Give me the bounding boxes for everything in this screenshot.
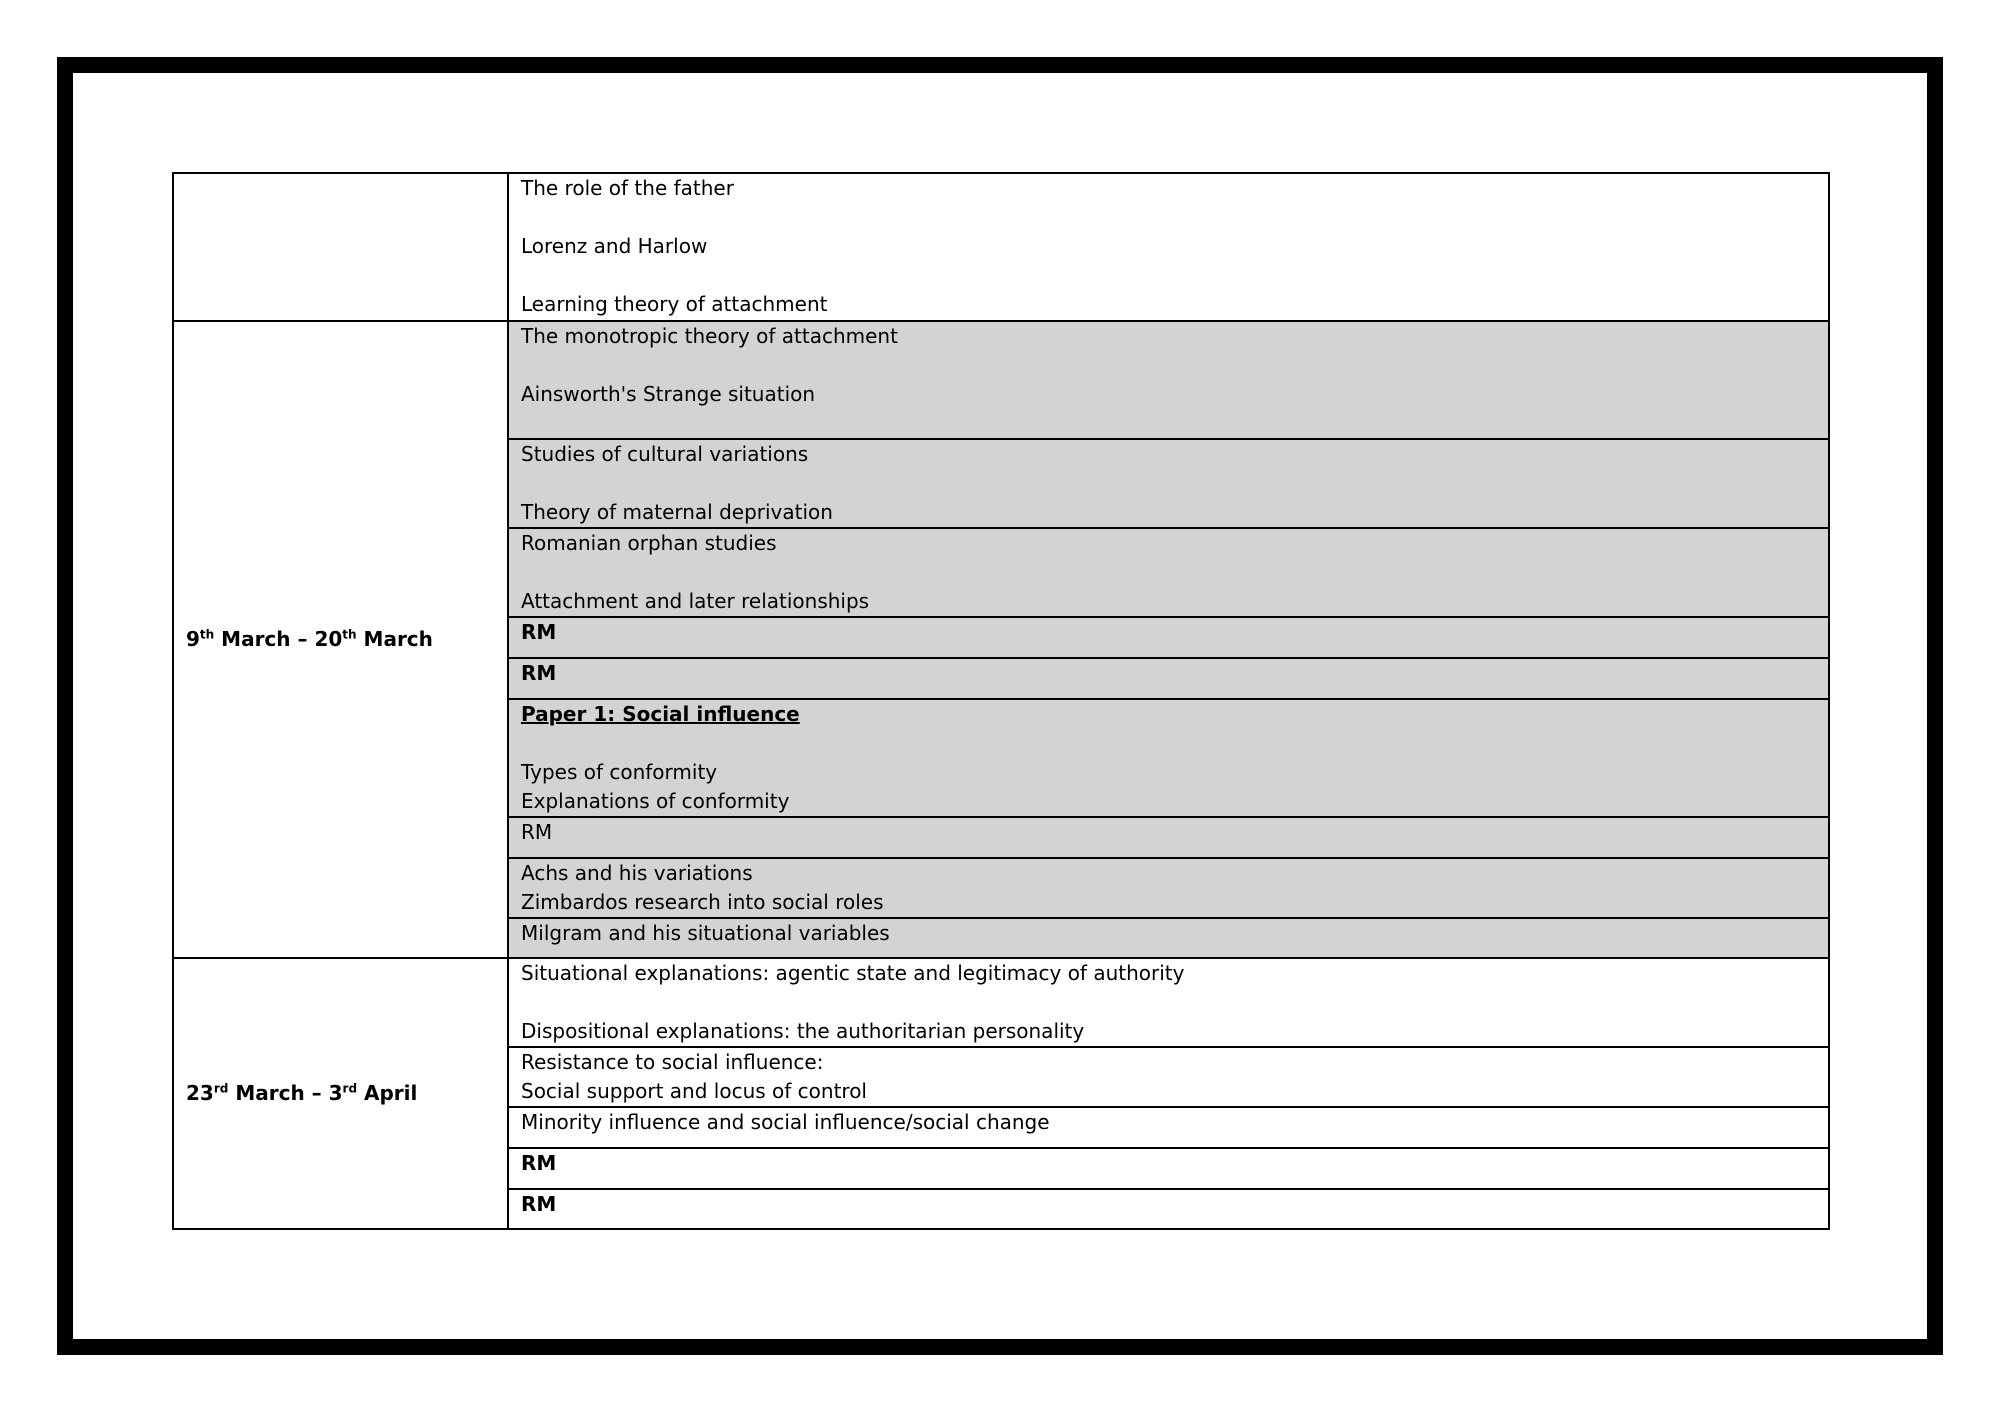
schedule-row — [173, 173, 1829, 321]
topic-cell — [508, 1148, 1829, 1189]
line-spacer — [521, 729, 1816, 758]
date-ordinal-end: th — [342, 627, 357, 642]
line-spacer — [521, 469, 1816, 498]
topic-cell — [508, 699, 1829, 817]
topic-line: Dispositional explanations: the authoritarian personality — [521, 1019, 1085, 1043]
line-spacer — [521, 351, 1816, 380]
topic-line: Resistance to social influence: — [521, 1050, 824, 1074]
topic-cell — [508, 658, 1829, 699]
topic-cell — [508, 321, 1829, 439]
topic-line: Types of conformity — [521, 760, 718, 784]
topic-line: The monotropic theory of attachment — [521, 324, 898, 348]
topic-cell — [508, 439, 1829, 528]
line-spacer — [521, 203, 1816, 232]
topic-line: RM — [521, 1192, 557, 1216]
topic-line: Explanations of conformity — [521, 789, 790, 813]
topic-cell — [508, 1189, 1829, 1229]
week-date-range — [173, 321, 508, 958]
date-day-start: 23 — [186, 1081, 214, 1105]
topic-line: Romanian orphan studies — [521, 531, 777, 555]
date-month-start: March – — [228, 1081, 329, 1105]
schedule-table — [172, 172, 1830, 1230]
topic-cell — [508, 858, 1829, 918]
topic-line: Studies of cultural variations — [521, 442, 809, 466]
topic-cell — [508, 817, 1829, 858]
date-month-end: April — [357, 1081, 418, 1105]
date-ordinal-end: rd — [342, 1081, 358, 1096]
date-ordinal-start: rd — [213, 1081, 229, 1096]
topic-cell — [508, 528, 1829, 617]
line-spacer — [521, 558, 1816, 587]
schedule-row — [173, 958, 1829, 1047]
topic-cell — [508, 1107, 1829, 1148]
date-day-end: 3 — [328, 1081, 343, 1105]
date-month-end: March — [356, 627, 433, 651]
schedule-row — [173, 321, 1829, 439]
schedule-body — [173, 173, 1829, 1229]
date-month-start: March – — [214, 627, 315, 651]
topic-line: Lorenz and Harlow — [521, 234, 708, 258]
week-date-range — [173, 173, 508, 321]
topic-line: Situational explanations: agentic state and legitimacy of authority — [521, 961, 1185, 985]
topic-line: Milgram and his situational variables — [521, 921, 890, 945]
topic-line: RM — [521, 1151, 557, 1175]
line-spacer — [521, 261, 1816, 290]
topic-line: Social support and locus of control — [521, 1079, 867, 1103]
section-heading: Paper 1: Social influence — [521, 702, 800, 726]
date-ordinal-start: th — [199, 627, 215, 642]
topic-line: Zimbardos research into social roles — [521, 890, 884, 914]
topic-line: RM — [521, 661, 557, 685]
topic-cell — [508, 617, 1829, 658]
topic-cell — [508, 1047, 1829, 1107]
topic-line: Ainsworth's Strange situation — [521, 382, 816, 406]
topic-line: Achs and his variations — [521, 861, 753, 885]
date-day-end: 20 — [314, 627, 343, 651]
topic-line: Theory of maternal deprivation — [521, 500, 833, 524]
topic-line: The role of the father — [521, 176, 734, 200]
topic-line: Minority influence and social influence/social change — [521, 1110, 1050, 1134]
topic-cell — [508, 958, 1829, 1047]
week-date-range — [173, 958, 508, 1229]
line-spacer — [521, 988, 1816, 1017]
topic-line: Learning theory of attachment — [521, 292, 828, 316]
topic-line: Attachment and later relationships — [521, 589, 870, 613]
line-spacer — [521, 409, 1816, 438]
topic-cell — [508, 918, 1829, 958]
topic-cell — [508, 173, 1829, 321]
date-day-start: 9 — [186, 627, 200, 651]
topic-line: RM — [521, 620, 557, 644]
topic-line: RM — [521, 820, 553, 844]
